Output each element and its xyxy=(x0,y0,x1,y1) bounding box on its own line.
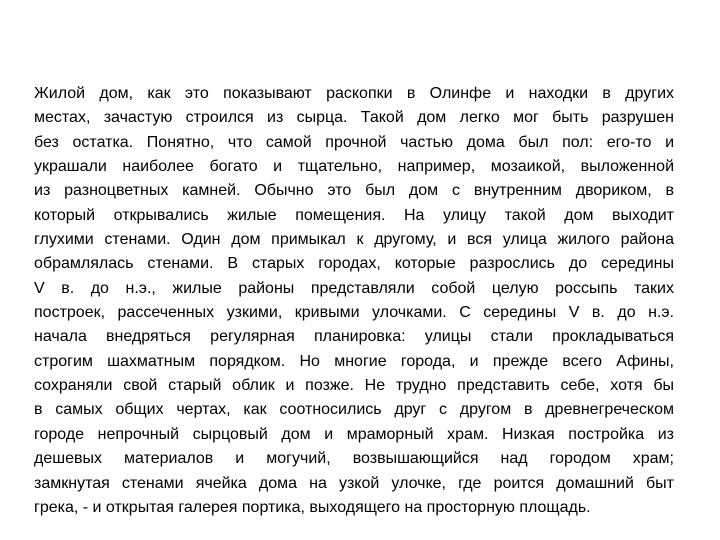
paragraph-line: сохраняли свой старый облик и позже. Не трудно представить себе, хотя бы xyxy=(34,377,674,395)
paragraph-line: глухими стенами. Один дом примыкал к другому, и вся улица жилого района xyxy=(34,231,674,249)
paragraph-line: городе непрочный сырцовый дом и мраморный храм. Низкая постройка из xyxy=(34,425,674,443)
paragraph-line: без остатка. Понятно, что самой прочной частью дома был пол: его-то и xyxy=(34,133,674,151)
body-paragraph xyxy=(34,82,674,520)
paragraph-line: строгим шахматным порядком. Но многие города, и прежде всего Афины, xyxy=(34,352,674,370)
paragraph-line: дешевых материалов и могучий, возвышающийся над городом храм; xyxy=(34,450,674,468)
paragraph-line: замкнутая стенами ячейка дома на узкой улочке, где роится домашний быт xyxy=(34,474,674,492)
paragraph-line: Жилой дом, как это показывают раскопки в Олинфе и находки в других xyxy=(34,85,674,102)
paragraph-line: местах, зачастую строился из сырца. Такой дом легко мог быть разрушен xyxy=(34,109,674,127)
paragraph-line: из разноцветных камней. Обычно это был дом с внутренним двориком, в xyxy=(34,182,674,200)
paragraph-line: V в. до н.э., жилые районы представляли собой целую россыпь таких xyxy=(34,279,674,297)
paragraph-line: который открывались жилые помещения. На улицу такой дом выходит xyxy=(34,206,674,224)
paragraph-line: начала внедряться регулярная планировка: улицы стали прокладываться xyxy=(34,328,674,346)
paragraph-line: обрамлялась стенами. В старых городах, которые разрослись до середины xyxy=(34,255,674,273)
paragraph-line: построек, рассеченных узкими, кривыми улочками. С середины V в. до н.э. xyxy=(34,304,674,322)
paragraph-line: украшали наиболее богато и тщательно, например, мозаикой, выложенной xyxy=(34,158,674,176)
paragraph-line: грека, - и открытая галерея портика, выходящего на просторную площадь. xyxy=(34,498,591,516)
paragraph-line: в самых общих чертах, как соотносились друг с другом в древнегреческом xyxy=(34,401,674,419)
